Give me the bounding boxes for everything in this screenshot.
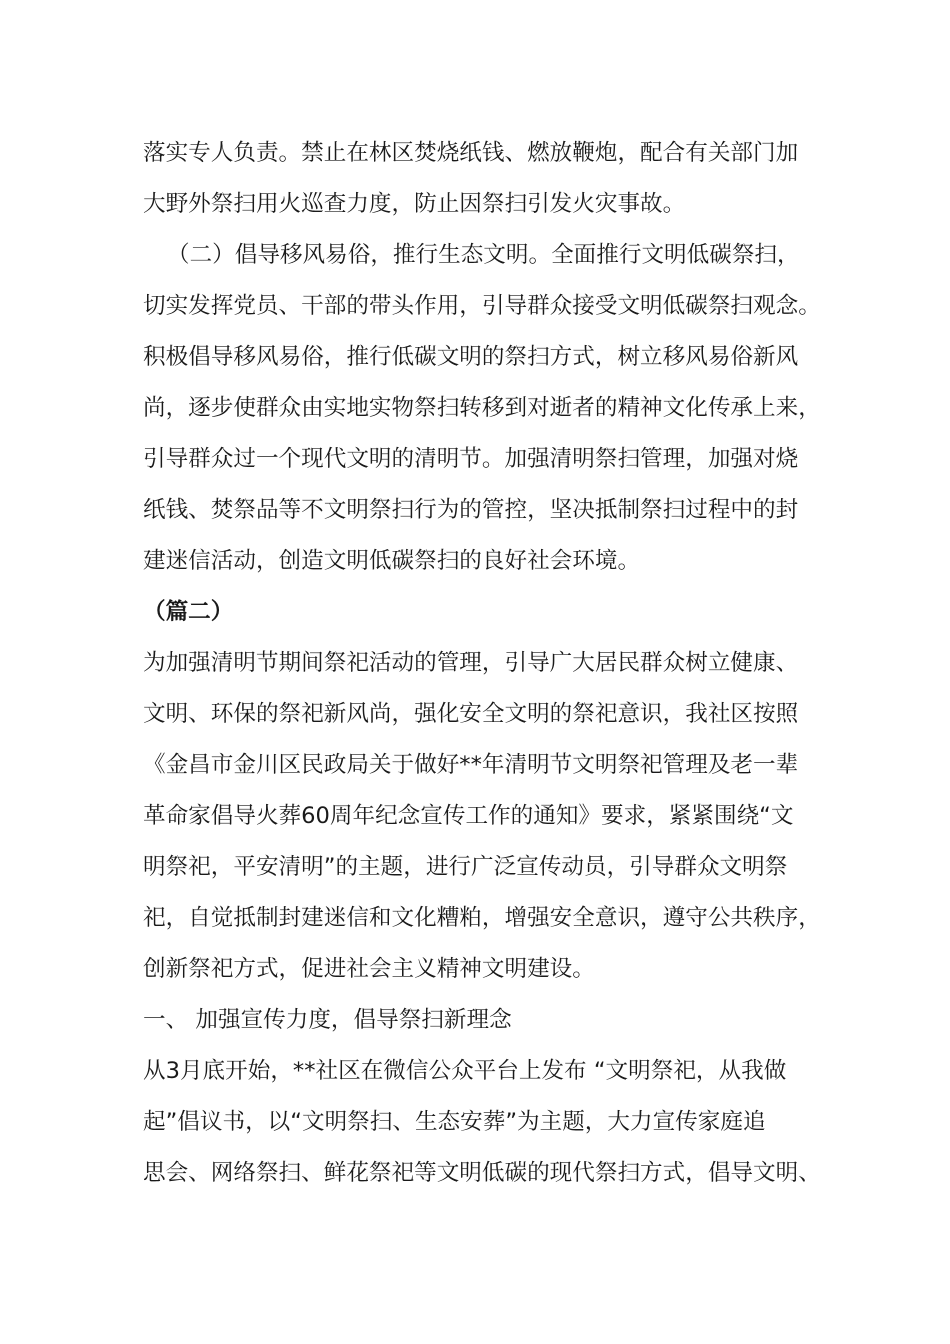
paragraph-line: 大野外祭扫用火巡查力度，防止因祭扫引发火灾事故。 xyxy=(143,191,686,217)
paragraph-line: 为加强清明节期间祭祀活动的管理，引导广大居民群众树立健康、 xyxy=(143,650,799,676)
paragraph-line: 积极倡导移风易俗，推行低碳文明的祭扫方式，树立移风易俗新风 xyxy=(143,344,799,370)
paragraph-line: 祀，自觉抵制封建迷信和文化糟粕，增强安全意识，遵守公共秩序， xyxy=(143,905,821,931)
paragraph-line: 《金昌市金川区民政局关于做好**年清明节文明祭祀管理及老一辈 xyxy=(143,752,799,778)
paragraph-line: 尚，逐步使群众由实地实物祭扫转移到对逝者的精神文化传承上来， xyxy=(143,395,821,421)
paragraph-line: 引导群众过一个现代文明的清明节。加强清明祭扫管理，加强对烧 xyxy=(143,446,799,472)
paragraph-line: 思会、网络祭扫、鲜花祭祀等文明低碳的现代祭扫方式，倡导文明、 xyxy=(143,1160,821,1186)
paragraph-line: 建迷信活动，创造文明低碳祭扫的良好社会环境。 xyxy=(143,548,641,574)
paragraph-line: 落实专人负责。禁止在林区焚烧纸钱、燃放鞭炮，配合有关部门加 xyxy=(143,140,799,166)
paragraph-line: 创新祭祀方式，促进社会主义精神文明建设。 xyxy=(143,956,595,982)
paragraph-line: 明祭祀，平安清明”的主题，进行广泛宣传动员，引导群众文明祭 xyxy=(143,854,788,880)
document-page xyxy=(143,128,821,1199)
section-title: 一、 加强宣传力度，倡导祭扫新理念 xyxy=(143,1007,512,1033)
section-heading-line: （二）倡导移风易俗，推行生态文明。全面推行文明低碳祭扫， xyxy=(167,242,800,268)
paragraph-line: 从3月底开始，**社区在微信公众平台上发布 “文明祭祀，从我做 xyxy=(143,1058,787,1084)
paragraph-line: 起”倡议书，以“文明祭扫、生态安葬”为主题，大力宣传家庭追 xyxy=(143,1109,766,1135)
paragraph-line: 文明、环保的祭祀新风尚，强化安全文明的祭祀意识，我社区按照 xyxy=(143,701,799,727)
paragraph-line: 革命家倡导火葬60周年纪念宣传工作的通知》要求，紧紧围绕“文 xyxy=(143,803,794,829)
article-heading: （篇二） xyxy=(143,599,234,625)
paragraph-line: 纸钱、焚祭品等不文明祭扫行为的管控，坚决抵制祭扫过程中的封 xyxy=(143,497,799,523)
paragraph-line: 切实发挥党员、干部的带头作用，引导群众接受文明低碳祭扫观念。 xyxy=(143,293,821,319)
